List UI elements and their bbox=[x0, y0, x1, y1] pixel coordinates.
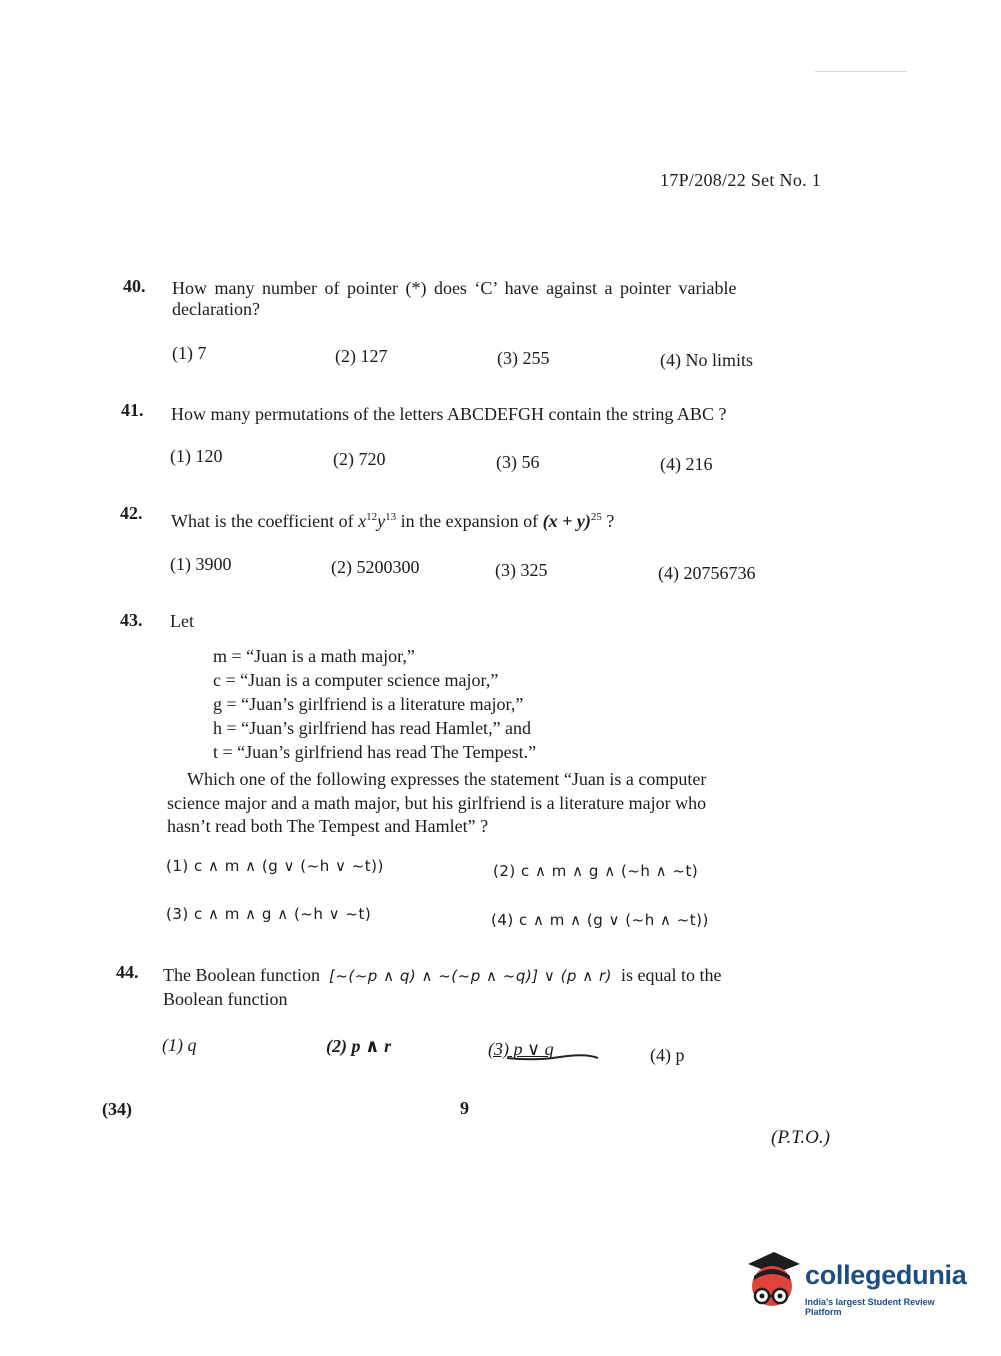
option: (1) c ∧ m ∧ (g ∨ (~h ∨ ~t)) bbox=[166, 857, 384, 875]
logo-name: collegedunia bbox=[805, 1260, 967, 1290]
question-intro: Let bbox=[170, 611, 194, 631]
definition: t = “Juan’s girlfriend has read The Tempest.” bbox=[213, 742, 537, 762]
question-number: 41. bbox=[121, 400, 144, 420]
question-text: science major and a math major, but his girlfriend is a literature major who bbox=[167, 793, 707, 813]
option: (4) p bbox=[650, 1045, 685, 1065]
question-number: 44. bbox=[116, 962, 139, 982]
question-text: How many permutations of the letters ABCDEFGH contain the string ABC ? bbox=[171, 404, 727, 424]
question-text: The Boolean function [~(~p ∧ q) ∧ ~(~p ∧ ~q)] ∨ (p ∧ r) is equal to the bbox=[163, 965, 722, 985]
definition: c = “Juan is a computer science major,” bbox=[213, 670, 499, 690]
collegedunia-logo bbox=[742, 1250, 967, 1320]
option: (4) 20756736 bbox=[658, 563, 756, 583]
question-number: 43. bbox=[120, 610, 143, 630]
option: (2) 5200300 bbox=[331, 557, 420, 577]
option: (4) 216 bbox=[660, 454, 713, 474]
option: (2) c ∧ m ∧ g ∧ (~h ∧ ~t) bbox=[493, 862, 699, 880]
logo-tagline: India's largest Student Review Platform bbox=[805, 1297, 935, 1317]
option: (3) p ∨ q bbox=[488, 1039, 554, 1059]
option: (1) 7 bbox=[172, 343, 207, 363]
question-text: hasn’t read both The Tempest and Hamlet” ? bbox=[167, 816, 489, 836]
definition: g = “Juan’s girlfriend is a literature major,” bbox=[213, 694, 524, 714]
page-number: 9 bbox=[460, 1098, 469, 1118]
option: (2) 720 bbox=[333, 449, 386, 469]
question-text: What is the coefficient of $x^{12}y^{13}$ in the expansion of $(x + y)^{25}$ ? bbox=[171, 511, 615, 531]
option: (3) 255 bbox=[497, 348, 550, 368]
option: (3) 56 bbox=[496, 452, 540, 472]
pen-scribble bbox=[505, 1046, 600, 1062]
option: (2) p ∧ r bbox=[326, 1036, 392, 1056]
top-divider bbox=[815, 71, 907, 72]
option: (1) q bbox=[162, 1035, 197, 1055]
option: (1) 3900 bbox=[170, 554, 232, 574]
definition: h = “Juan’s girlfriend has read Hamlet,” and bbox=[213, 718, 532, 738]
question-number: 40. bbox=[123, 276, 146, 296]
page-code: (34) bbox=[102, 1099, 132, 1119]
question-text: How many number of pointer (*) does ‘C’ have against a pointer variable bbox=[172, 278, 737, 298]
option: (3) c ∧ m ∧ g ∧ (~h ∨ ~t) bbox=[166, 905, 372, 923]
mascot-icon bbox=[742, 1250, 802, 1312]
option: (2) 127 bbox=[335, 346, 388, 366]
option: (1) 120 bbox=[170, 446, 223, 466]
option: (4) c ∧ m ∧ (g ∨ (~h ∧ ~t)) bbox=[491, 911, 709, 929]
paper-code: 17P/208/22 Set No. 1 bbox=[660, 170, 822, 190]
pto-label: (P.T.O.) bbox=[771, 1127, 830, 1148]
question-number: 42. bbox=[120, 503, 143, 523]
question-text: Which one of the following expresses the statement “Juan is a computer bbox=[187, 769, 707, 789]
option: (4) No limits bbox=[660, 350, 753, 370]
option: (3) 325 bbox=[495, 560, 548, 580]
question-text: declaration? bbox=[172, 299, 260, 319]
question-text: Boolean function bbox=[163, 989, 288, 1009]
definition: m = “Juan is a math major,” bbox=[213, 646, 415, 666]
